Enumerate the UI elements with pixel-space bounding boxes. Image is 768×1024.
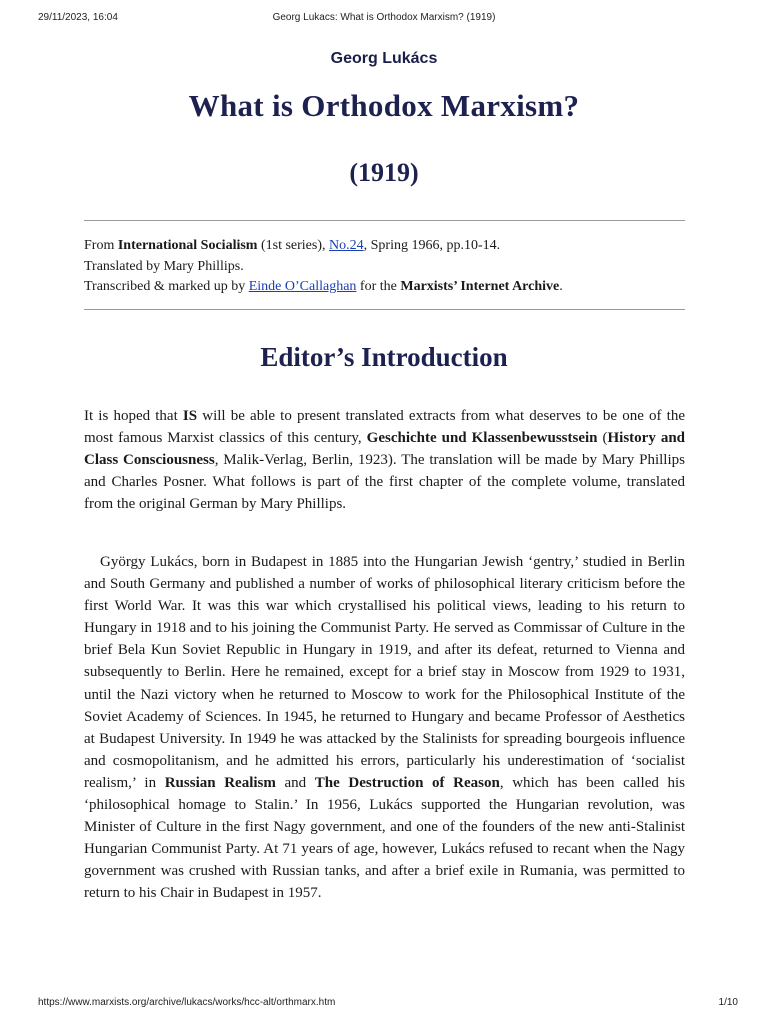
text-run: It is hoped that [84,408,183,424]
publication-name: International Socialism [117,238,258,253]
issue-link[interactable]: No.24 [329,238,364,253]
print-datetime: 29/11/2023, 16:04 [38,12,118,23]
archive-name: Marxists’ Internet Archive [400,279,560,294]
author-name: Georg Lukács [330,50,438,67]
section-title: Editor’s Introduction [260,342,508,372]
book-title: Russian Realism [164,774,276,791]
publication-date: , Spring 1966, pp.10-14. [363,238,501,253]
intro-paragraph-1 [84,405,685,515]
divider-bottom [84,309,685,310]
transcriber-link[interactable]: Einde O’Callaghan [248,279,357,294]
journal-abbrev: IS [182,408,198,424]
transcriber-middle: for the [356,279,401,294]
publication-year: (1919) [349,158,419,187]
source-info [84,236,685,298]
transcriber-line [84,277,685,298]
book-title: The Destruction of Reason [314,774,500,791]
text-run: , which has been called his ‘philosophical homage to Stalin.’ In 1956, Lukács supported the Hungarian revolution, was Minister of Culture in the first Nagy government, and one of the founders of the new anti-Stalinist Hungarian Communist Party. At 71 years of age, however, Lukács refused to recant when the Nagy government was crushed with Russian tanks, and after a brief exile in Rumania, was permitted to return to his Chair in Budapest in 1957. [84,774,686,902]
publication-series: (1st series), [257,238,330,253]
book-title-english: History and Class Consciousness [84,430,685,469]
source-from: From [84,238,118,253]
text-run: will be able to present translated extracts from what deserves to be one of the most famous Marxist classics of this century, [84,408,685,447]
text-run: ( [597,430,608,447]
text-run: and [275,774,315,791]
text-run: György Lukács, born in Budapest in 1885 into the Hungarian Jewish ‘gentry,’ studied in Berlin and South Germany and published a number of works of philosophical literary criticism before the first World War. It was this war which crystallised his political views, leading to his return to Hungary in 1918 and to his joining the Communist Party. He served as Commissar of Culture in the brief Bela Kun Soviet Republic in Hungary in 1919, and after its defeat, returned to Vienna and subsequently to Berlin. Here he remained, except for a brief stay in Moscow from 1929 to 1931, until the Nazi victory when he returned to Moscow to work for the Philosophical Institute of the Soviet Academy of Sciences. In 1945, he returned to Hungary and became Professor of Aesthetics at Budapest University. In 1949 he was attacked by the Stalinists for spreading bourgeois influence and cosmopolitanism, and he admitted his errors, particularly his underestimation of ‘socialist realism,’ in [84,554,685,791]
print-page-title: Georg Lukacs: What is Orthodox Marxism? (1919) [272,12,496,23]
divider-top [84,220,685,221]
print-url: https://www.marxists.org/archive/lukacs/works/hcc-alt/orthmarx.htm [38,997,336,1008]
source-line [84,236,685,257]
intro-paragraph-2 [84,551,685,905]
translator-line: Translated by Mary Phillips. [84,258,244,274]
print-page-number: 1/10 [718,997,738,1008]
transcriber-end: . [559,279,563,294]
transcriber-prefix: Transcribed & marked up by [84,279,249,294]
book-title-german: Geschichte und Klassenbewusstsein [366,430,598,447]
text-run: , Malik-Verlag, Berlin, 1923). The translation will be made by Mary Phillips and Charles Posner. What follows is part of the first chapter of the complete volume, translated from the original German by Mary Phillips. [84,452,685,513]
page-title: What is Orthodox Marxism? [188,88,580,123]
